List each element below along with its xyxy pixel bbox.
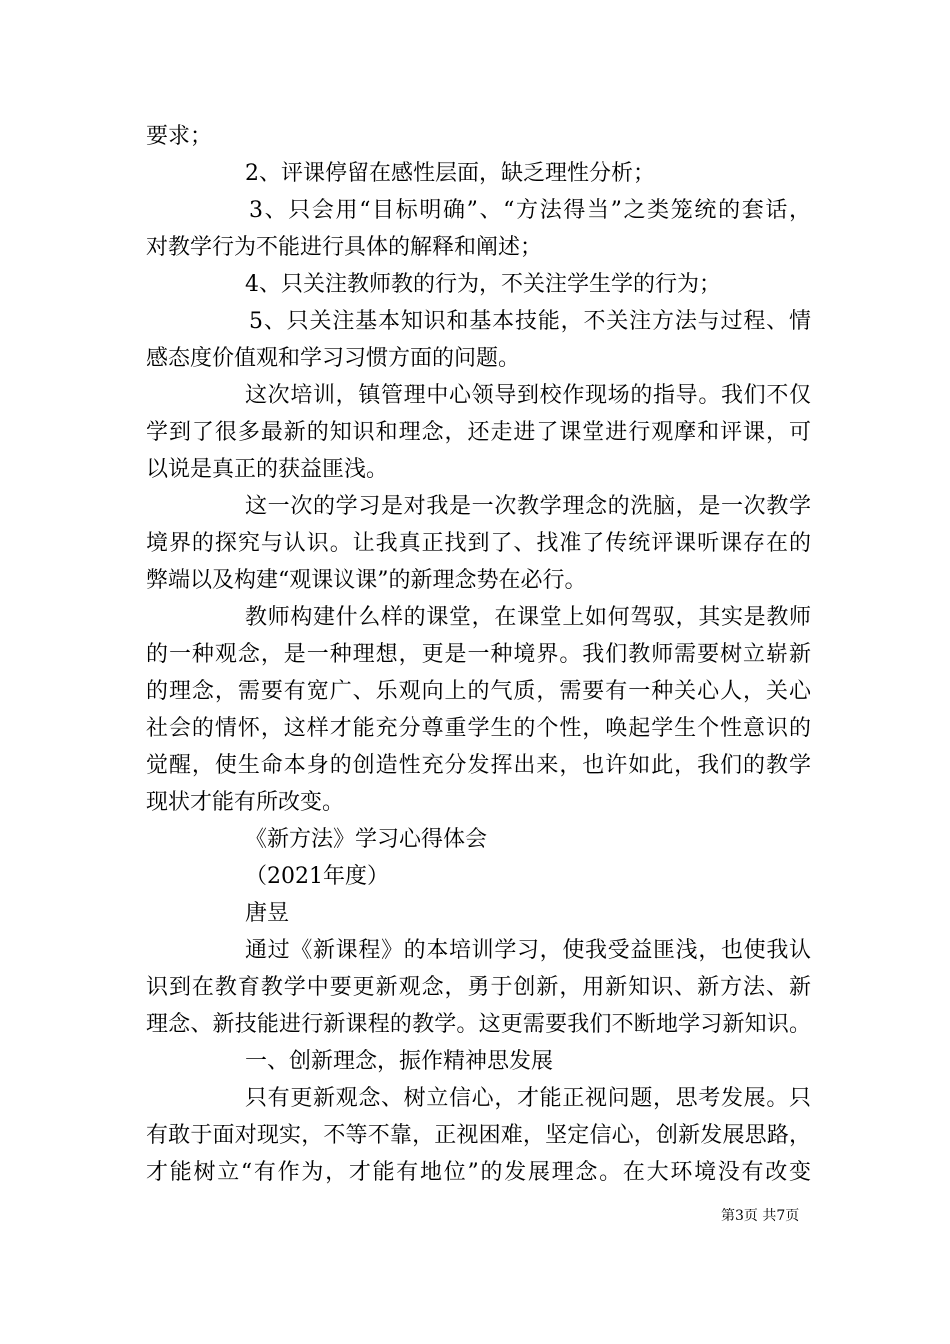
text-line: 学到了很多最新的知识和理念，还走进了课堂进行观摩和评课，可 — [146, 420, 811, 445]
text-line: 现状才能有所改变。 — [146, 790, 345, 815]
page-number: 第3页 共7页 — [721, 1208, 800, 1224]
text-line: 社会的情怀，这样才能充分尊重学生的个性，唤起学生个性意识的 — [146, 716, 811, 741]
text-line: 才能树立“有作为，才能有地位”的发展理念。在大环境没有改变 — [146, 1160, 811, 1185]
author-name: 唐昱 — [245, 901, 290, 926]
text-line: 要求； — [146, 124, 213, 149]
text-line: 只有更新观念、树立信心，才能正视问题，思考发展。只 — [245, 1086, 811, 1111]
text-line: 3、只会用“目标明确”、“方法得当”之类笼统的套话， — [249, 198, 811, 223]
text-line: 对教学行为不能进行具体的解释和阐述； — [146, 235, 543, 260]
text-line: 5、只关注基本知识和基本技能，不关注方法与过程、情 — [249, 309, 811, 334]
text-line: 觉醒，使生命本身的创造性充分发挥出来，也许如此，我们的教学 — [146, 753, 811, 778]
document-body — [146, 118, 811, 1191]
text-line: 这次培训，镇管理中心领导到校作现场的指导。我们不仅 — [245, 383, 811, 408]
year-label: （2021年度） — [245, 864, 389, 889]
text-line: 感态度价值观和学习习惯方面的问题。 — [146, 346, 521, 371]
text-line: 境界的探究与认识。让我真正找到了、找准了传统评课听课存在的 — [146, 531, 811, 556]
section-heading: 一、创新理念，振作精神思发展 — [245, 1049, 554, 1074]
text-line: 的一种观念，是一种理想，更是一种境界。我们教师需要树立崭新 — [146, 642, 811, 667]
text-line: 有敢于面对现实，不等不靠，正视困难，坚定信心，创新发展思路， — [146, 1123, 811, 1148]
text-line: 理念、新技能进行新课程的教学。这更需要我们不断地学习新知识。 — [146, 1012, 811, 1037]
text-line: 2、评课停留在感性层面，缺乏理性分析； — [245, 161, 655, 186]
text-line: 以说是真正的获益匪浅。 — [146, 457, 389, 482]
text-line: 4、只关注教师教的行为，不关注学生学的行为； — [245, 272, 721, 297]
text-line: 这一次的学习是对我是一次教学理念的洗脑，是一次教学 — [245, 494, 811, 519]
text-line: 通过《新课程》的本培训学习，使我受益匪浅，也使我认 — [245, 938, 811, 963]
section-title: 《新方法》学习心得体会 — [245, 827, 488, 852]
text-line: 的理念，需要有宽广、乐观向上的气质，需要有一种关心人，关心 — [146, 679, 811, 704]
text-line: 弊端以及构建“观课议课”的新理念势在必行。 — [146, 568, 587, 593]
text-line: 教师构建什么样的课堂，在课堂上如何驾驭，其实是教师 — [245, 605, 811, 630]
text-line: 识到在教育教学中要更新观念，勇于创新，用新知识、新方法、新 — [146, 975, 811, 1000]
